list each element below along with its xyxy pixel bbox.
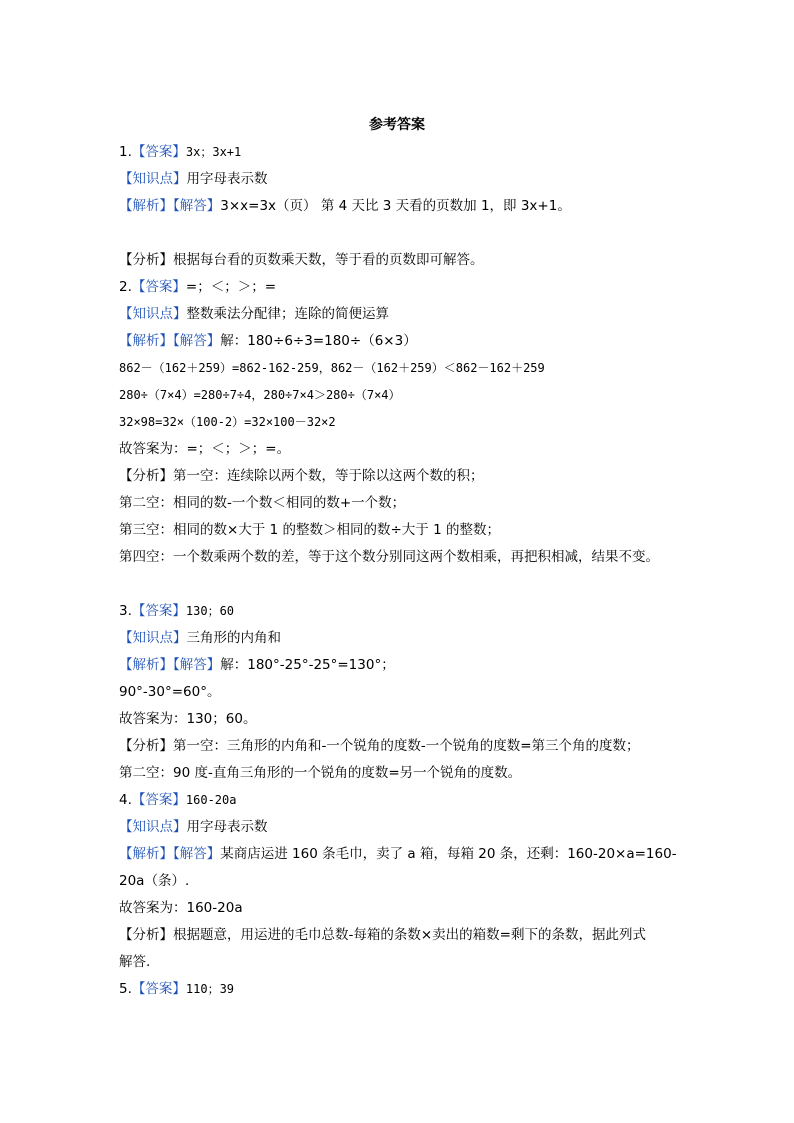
analysis-label: 【解析】 xyxy=(119,846,173,862)
q1-answer-line xyxy=(119,142,679,162)
q3-knowledge-line xyxy=(119,628,679,648)
solution-label: 【解答】 xyxy=(173,846,221,862)
fenxi-text: 根据题意，用运进的毛巾总数-每箱的条数×卖出的箱数=剩下的条数，据此列式 xyxy=(173,927,646,943)
knowledge-label: 【知识点】 xyxy=(119,171,187,187)
question-number: 3. xyxy=(119,603,132,619)
knowledge-text: 整数乘法分配律；连除的简便运算 xyxy=(186,306,389,322)
q2-solution-line xyxy=(119,331,679,351)
q4-answer-line xyxy=(119,790,679,810)
question-number: 4. xyxy=(119,792,132,808)
solution-label: 【解答】 xyxy=(173,657,221,673)
analysis-label: 【解析】 xyxy=(119,198,173,214)
q3-calc-line-1: 90°-30°=60°。 xyxy=(119,684,221,700)
q2-empty-2: 第二空：相同的数-一个数＜相同的数+一个数； xyxy=(119,495,406,511)
q2-fenxi-line xyxy=(119,466,679,486)
q1-solution-line xyxy=(119,196,679,216)
answer-label: 【答案】 xyxy=(131,603,186,619)
q2-conclusion: 故答案为：=；＜；＞；=。 xyxy=(119,441,291,457)
knowledge-text: 用字母表示数 xyxy=(186,819,268,835)
fenxi-label: 【分析】 xyxy=(119,468,173,484)
fenxi-label: 【分析】 xyxy=(119,252,173,268)
analysis-label: 【解析】 xyxy=(119,657,173,673)
answer-text: =；＜；＞；= xyxy=(185,279,277,295)
fenxi-text: 第一空：三角形的内角和-一个锐角的度数-一个锐角的度数=第三个角的度数； xyxy=(173,738,640,754)
q3-conclusion: 故答案为：130；60。 xyxy=(119,711,257,727)
q3-empty-2: 第二空：90 度-直角三角形的一个锐角的度数=另一个锐角的度数。 xyxy=(119,765,522,781)
q2-knowledge-line xyxy=(119,304,679,324)
q5-answer-line xyxy=(119,979,679,999)
question-number: 5. xyxy=(119,981,132,997)
solution-text: 解：180÷6÷3=180÷（6×3） xyxy=(220,333,417,349)
q4-conclusion: 故答案为：160-20a xyxy=(119,900,243,916)
q3-fenxi-line xyxy=(119,736,679,756)
q2-calc-line-2: 280÷（7×4）=280÷7÷4，280÷7×4＞280÷（7×4） xyxy=(119,388,401,402)
solution-label: 【解答】 xyxy=(173,198,221,214)
q4-knowledge-line xyxy=(119,817,679,837)
fenxi-text: 根据每台看的页数乘天数，等于看的页数即可解答。 xyxy=(173,252,484,268)
answer-label: 【答案】 xyxy=(131,144,186,160)
fenxi-text: 第一空：连续除以两个数，等于除以这两个数的积； xyxy=(173,468,484,484)
fenxi-label: 【分析】 xyxy=(119,927,173,943)
knowledge-label: 【知识点】 xyxy=(119,306,187,322)
q4-fenxi-line xyxy=(119,925,679,945)
page-title: 参考答案 xyxy=(369,117,425,133)
q4-solution-line xyxy=(119,844,679,864)
q1-fenxi-line xyxy=(119,250,679,270)
q2-calc-line-3: 32×98=32×（100-2）=32×100－32×2 xyxy=(119,415,336,429)
solution-text: 某商店运进 160 条毛巾，卖了 a 箱，每箱 20 条，还剩：160-20×a=160- xyxy=(220,846,677,862)
answer-text: 3x；3x+1 xyxy=(185,145,242,159)
question-number: 2. xyxy=(119,279,132,295)
q2-empty-4: 第四空：一个数乘两个数的差，等于这个数分别同这两个数相乘，再把积相减，结果不变。 xyxy=(119,549,659,565)
answer-label: 【答案】 xyxy=(131,279,186,295)
q4-fenxi-cont: 解答. xyxy=(119,954,151,970)
knowledge-text: 三角形的内角和 xyxy=(186,630,281,646)
answer-label: 【答案】 xyxy=(131,981,186,997)
q3-answer-line xyxy=(119,601,679,621)
q4-solution-cont: 20a（条）. xyxy=(119,873,190,889)
q2-answer-line xyxy=(119,277,679,297)
knowledge-label: 【知识点】 xyxy=(119,630,187,646)
q2-empty-3: 第三空：相同的数×大于 1 的整数＞相同的数÷大于 1 的整数； xyxy=(119,522,500,538)
analysis-label: 【解析】 xyxy=(119,333,173,349)
q1-knowledge-line xyxy=(119,169,679,189)
solution-text: 3×x=3x（页） 第 4 天比 3 天看的页数加 1，即 3x+1。 xyxy=(220,198,571,214)
answer-text: 130；60 xyxy=(185,604,235,618)
knowledge-label: 【知识点】 xyxy=(119,819,187,835)
fenxi-label: 【分析】 xyxy=(119,738,173,754)
answer-text: 160-20a xyxy=(185,793,237,807)
solution-label: 【解答】 xyxy=(173,333,221,349)
answer-label: 【答案】 xyxy=(131,792,186,808)
solution-text: 解：180°-25°-25°=130°； xyxy=(220,657,395,673)
q3-solution-line xyxy=(119,655,679,675)
q2-calc-line-1: 862－（162＋259）=862-162-259，862－（162＋259）＜862－162＋259 xyxy=(119,361,545,375)
knowledge-text: 用字母表示数 xyxy=(186,171,268,187)
answer-text: 110；39 xyxy=(185,982,235,996)
question-number: 1. xyxy=(119,144,132,160)
